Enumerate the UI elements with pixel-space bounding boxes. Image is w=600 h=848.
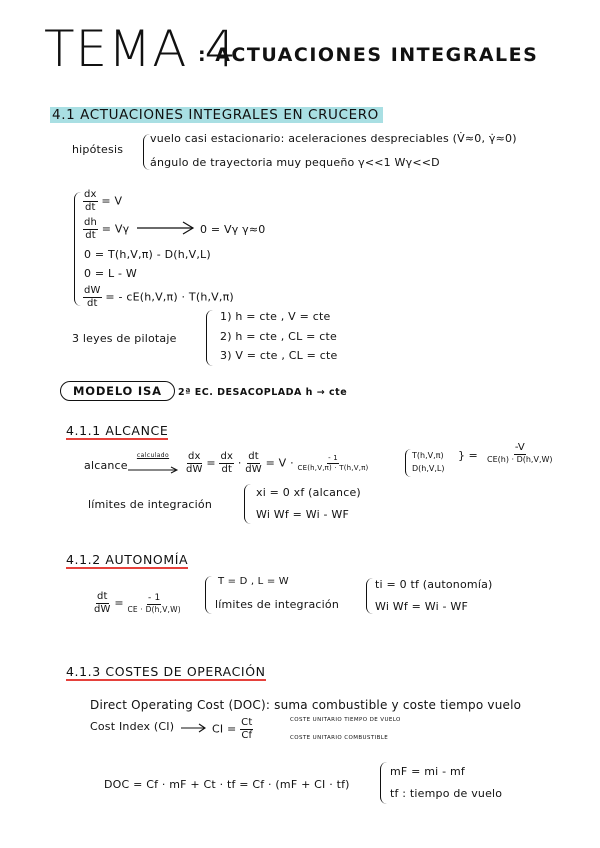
section-4-1-1-heading: 4.1.1 ALCANCE <box>66 423 169 438</box>
section-4-1-2-heading: 4.1.2 AUTONOMÍA <box>66 552 189 567</box>
doc-definition: Direct Operating Cost (DOC): suma combustible y coste tiempo vuelo <box>90 698 522 712</box>
eq-result: 0 = Vγ γ≈0 <box>200 223 266 236</box>
system-td: T(h,V,π) D(h,V,L) <box>412 451 445 473</box>
leyes-label: 3 leyes de pilotaje <box>72 332 177 345</box>
hipotesis-label: hipótesis <box>72 143 124 156</box>
cost-index-label: Cost Index (CI) <box>90 720 175 733</box>
alcance-label: alcance <box>84 459 128 472</box>
hipotesis-2: ángulo de trayectoria muy pequeño γ<<1 Wγ<<D <box>150 156 440 169</box>
doc-brace <box>380 762 387 804</box>
eq-dw-dt: $\frac{dW}{dt}$ = - cE(h,V,π) · T(h,V,π) <box>84 285 234 309</box>
modelo-isa-badge: MODELO ISA <box>60 381 175 401</box>
ci-note-tiempo: COSTE UNITARIO TIEMPO DE VUELO <box>290 717 401 723</box>
limites-autonomia-brace <box>366 578 373 614</box>
hipotesis-1: vuelo casi estacionario: aceleraciones despreciables (V̇≈0, γ̇≈0) <box>150 132 517 145</box>
equations-brace <box>74 192 81 306</box>
modelo-note: 2ª EC. DESACOPLADA h → cte <box>178 387 348 398</box>
limites-alcance-label: límites de integración <box>88 498 212 511</box>
system-close: } = <box>458 449 478 462</box>
alcance-result: $\frac{-V}{CE(h) \cdot D(h,V,W)}$ <box>487 442 553 464</box>
hipotesis-brace <box>143 134 150 170</box>
ley-1: 1) h = cte , V = cte <box>220 310 331 323</box>
limite-final-autonomia: Wi Wf = Wi - WF <box>375 600 469 613</box>
section-4-1-heading: 4.1 ACTUACIONES INTEGRALES EN CRUCERO <box>50 104 383 123</box>
limites-autonomia-label: límites de integración <box>215 598 339 611</box>
eq-lift: 0 = L - W <box>84 267 137 280</box>
autonomia-condicion: T = D , L = W <box>218 576 289 587</box>
eq-dh-dt: $\frac{dh}{dt}$ = Vγ <box>84 217 130 241</box>
alcance-equation: $\frac{dx}{dW}$ = $\frac{dx}{dt}$ · $\frac{dt}{dW}$ = V · $\frac{- 1}{CE(h,V,\pi) \cdot T(h,V,\pi)}$ <box>186 451 369 475</box>
autonomia-brace <box>205 576 212 614</box>
eq-thrust: 0 = T(h,V,π) - D(h,V,L) <box>84 248 211 261</box>
arrow-icon <box>180 722 208 734</box>
section-4-1-3-heading: 4.1.3 COSTES DE OPERACIÓN <box>66 664 266 679</box>
system-brace <box>405 449 411 477</box>
ley-3: 3) V = cte , CL = cte <box>220 349 338 362</box>
leyes-brace <box>206 310 213 366</box>
page-title: TEMA 4 <box>44 20 238 78</box>
autonomia-equation: $\frac{dt}{dW}$ = $\frac{- 1}{CE \cdot D(h,V,W)}$ <box>94 591 181 615</box>
doc-equation: DOC = Cf · mF + Ct · tf = Cf · (mF + CI · tf) <box>104 778 350 791</box>
ci-note-combustible: COSTE UNITARIO COMBUSTIBLE <box>290 735 389 741</box>
def-mf: mF = mi - mf <box>390 765 465 778</box>
limites-alcance-brace <box>244 484 251 524</box>
calculado-arrow: calculado <box>127 452 179 478</box>
limite-inicial-alcance: xi = 0 xf (alcance) <box>256 486 361 499</box>
eq-dx-dt: $\frac{dx}{dt}$ = V <box>84 189 123 213</box>
def-tf: tf : tiempo de vuelo <box>390 787 503 800</box>
page-subtitle: : ACTUACIONES INTEGRALES <box>198 44 539 66</box>
cost-index-equation: CI = $\frac{Ct}{Cf}$ <box>212 717 253 741</box>
limite-inicial-autonomia: ti = 0 tf (autonomía) <box>375 578 493 591</box>
limite-final-alcance: Wi Wf = Wi - WF <box>256 508 350 521</box>
arrow-icon <box>135 220 197 236</box>
ley-2: 2) h = cte , CL = cte <box>220 330 337 343</box>
